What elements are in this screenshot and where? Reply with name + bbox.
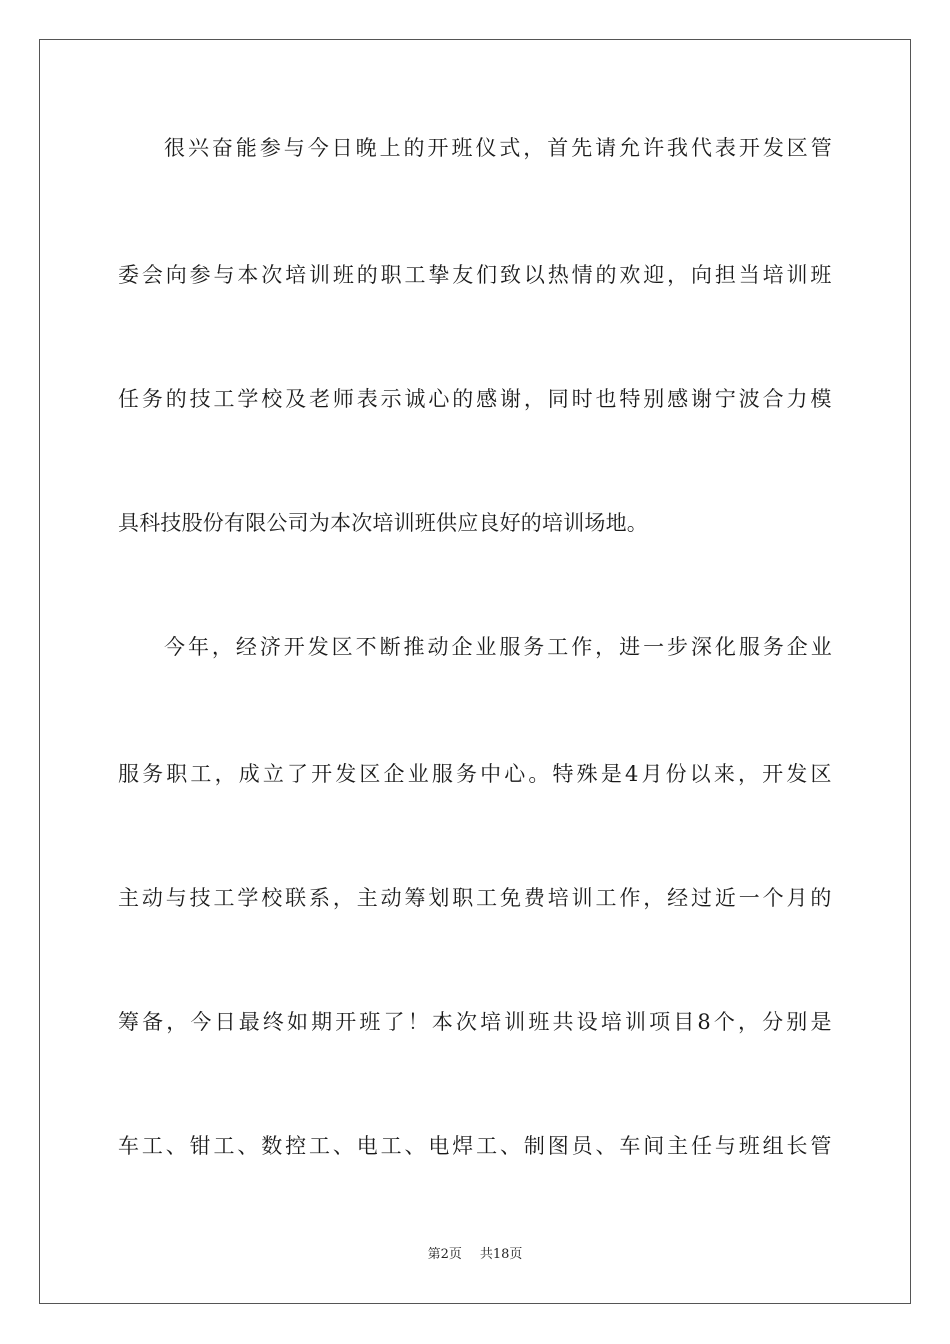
paragraph-2-line-4: 筹 备 ， 今 日 最 终 如 期 开 班 了 ！ 本 次 培 训 班 共 设 培 训 项 目 8 个 ， 分 别 是 [118, 1010, 832, 1034]
paragraph-1-line-2: 委 会 向 参 与 本 次 培 训 班 的 职 工 挚 友 们 致 以 热 情 的 欢 迎 ， 向 担 当 培 训 班 [118, 263, 832, 287]
page-number: 第2页 [427, 1247, 462, 1262]
paragraph-2-line-5: 车 工 、 钳 工 、 数 控 工 、 电 工 、 电 焊 工 、 制 图 员 、 车 间 主 任 与 班 组 长 管 [118, 1134, 832, 1158]
page-total: 共18页 [479, 1247, 523, 1262]
paragraph-1-line-1: 很 兴 奋 能 参 与 今 日 晚 上 的 开 班 仪 式 ， 首 先 请 允 许 我 代 表 开 发 区 管 [164, 136, 832, 160]
paragraph-1-line-4: 具科技股份有限公司为本次培训班供应良好的培训场地。 [118, 511, 648, 535]
page-border [39, 39, 911, 1304]
paragraph-2-line-3: 主 动 与 技 工 学 校 联 系 ， 主 动 筹 划 职 工 免 费 培 训 工 作 ， 经 过 近 一 个 月 的 [118, 886, 832, 910]
paragraph-2-line-2: 服 务 职 工 ， 成 立 了 开 发 区 企 业 服 务 中 心 。 特 殊 是 4 月 份 以 来 ， 开 发 区 [118, 762, 832, 786]
paragraph-1-line-3: 任 务 的 技 工 学 校 及 老 师 表 示 诚 心 的 感 谢 ， 同 时 也 特 别 感 谢 宁 波 合 力 模 [118, 387, 832, 411]
page-footer [0, 1246, 950, 1264]
paragraph-2-line-1: 今 年 ， 经 济 开 发 区 不 断 推 动 企 业 服 务 工 作 ， 进 一 步 深 化 服 务 企 业 [164, 635, 832, 659]
